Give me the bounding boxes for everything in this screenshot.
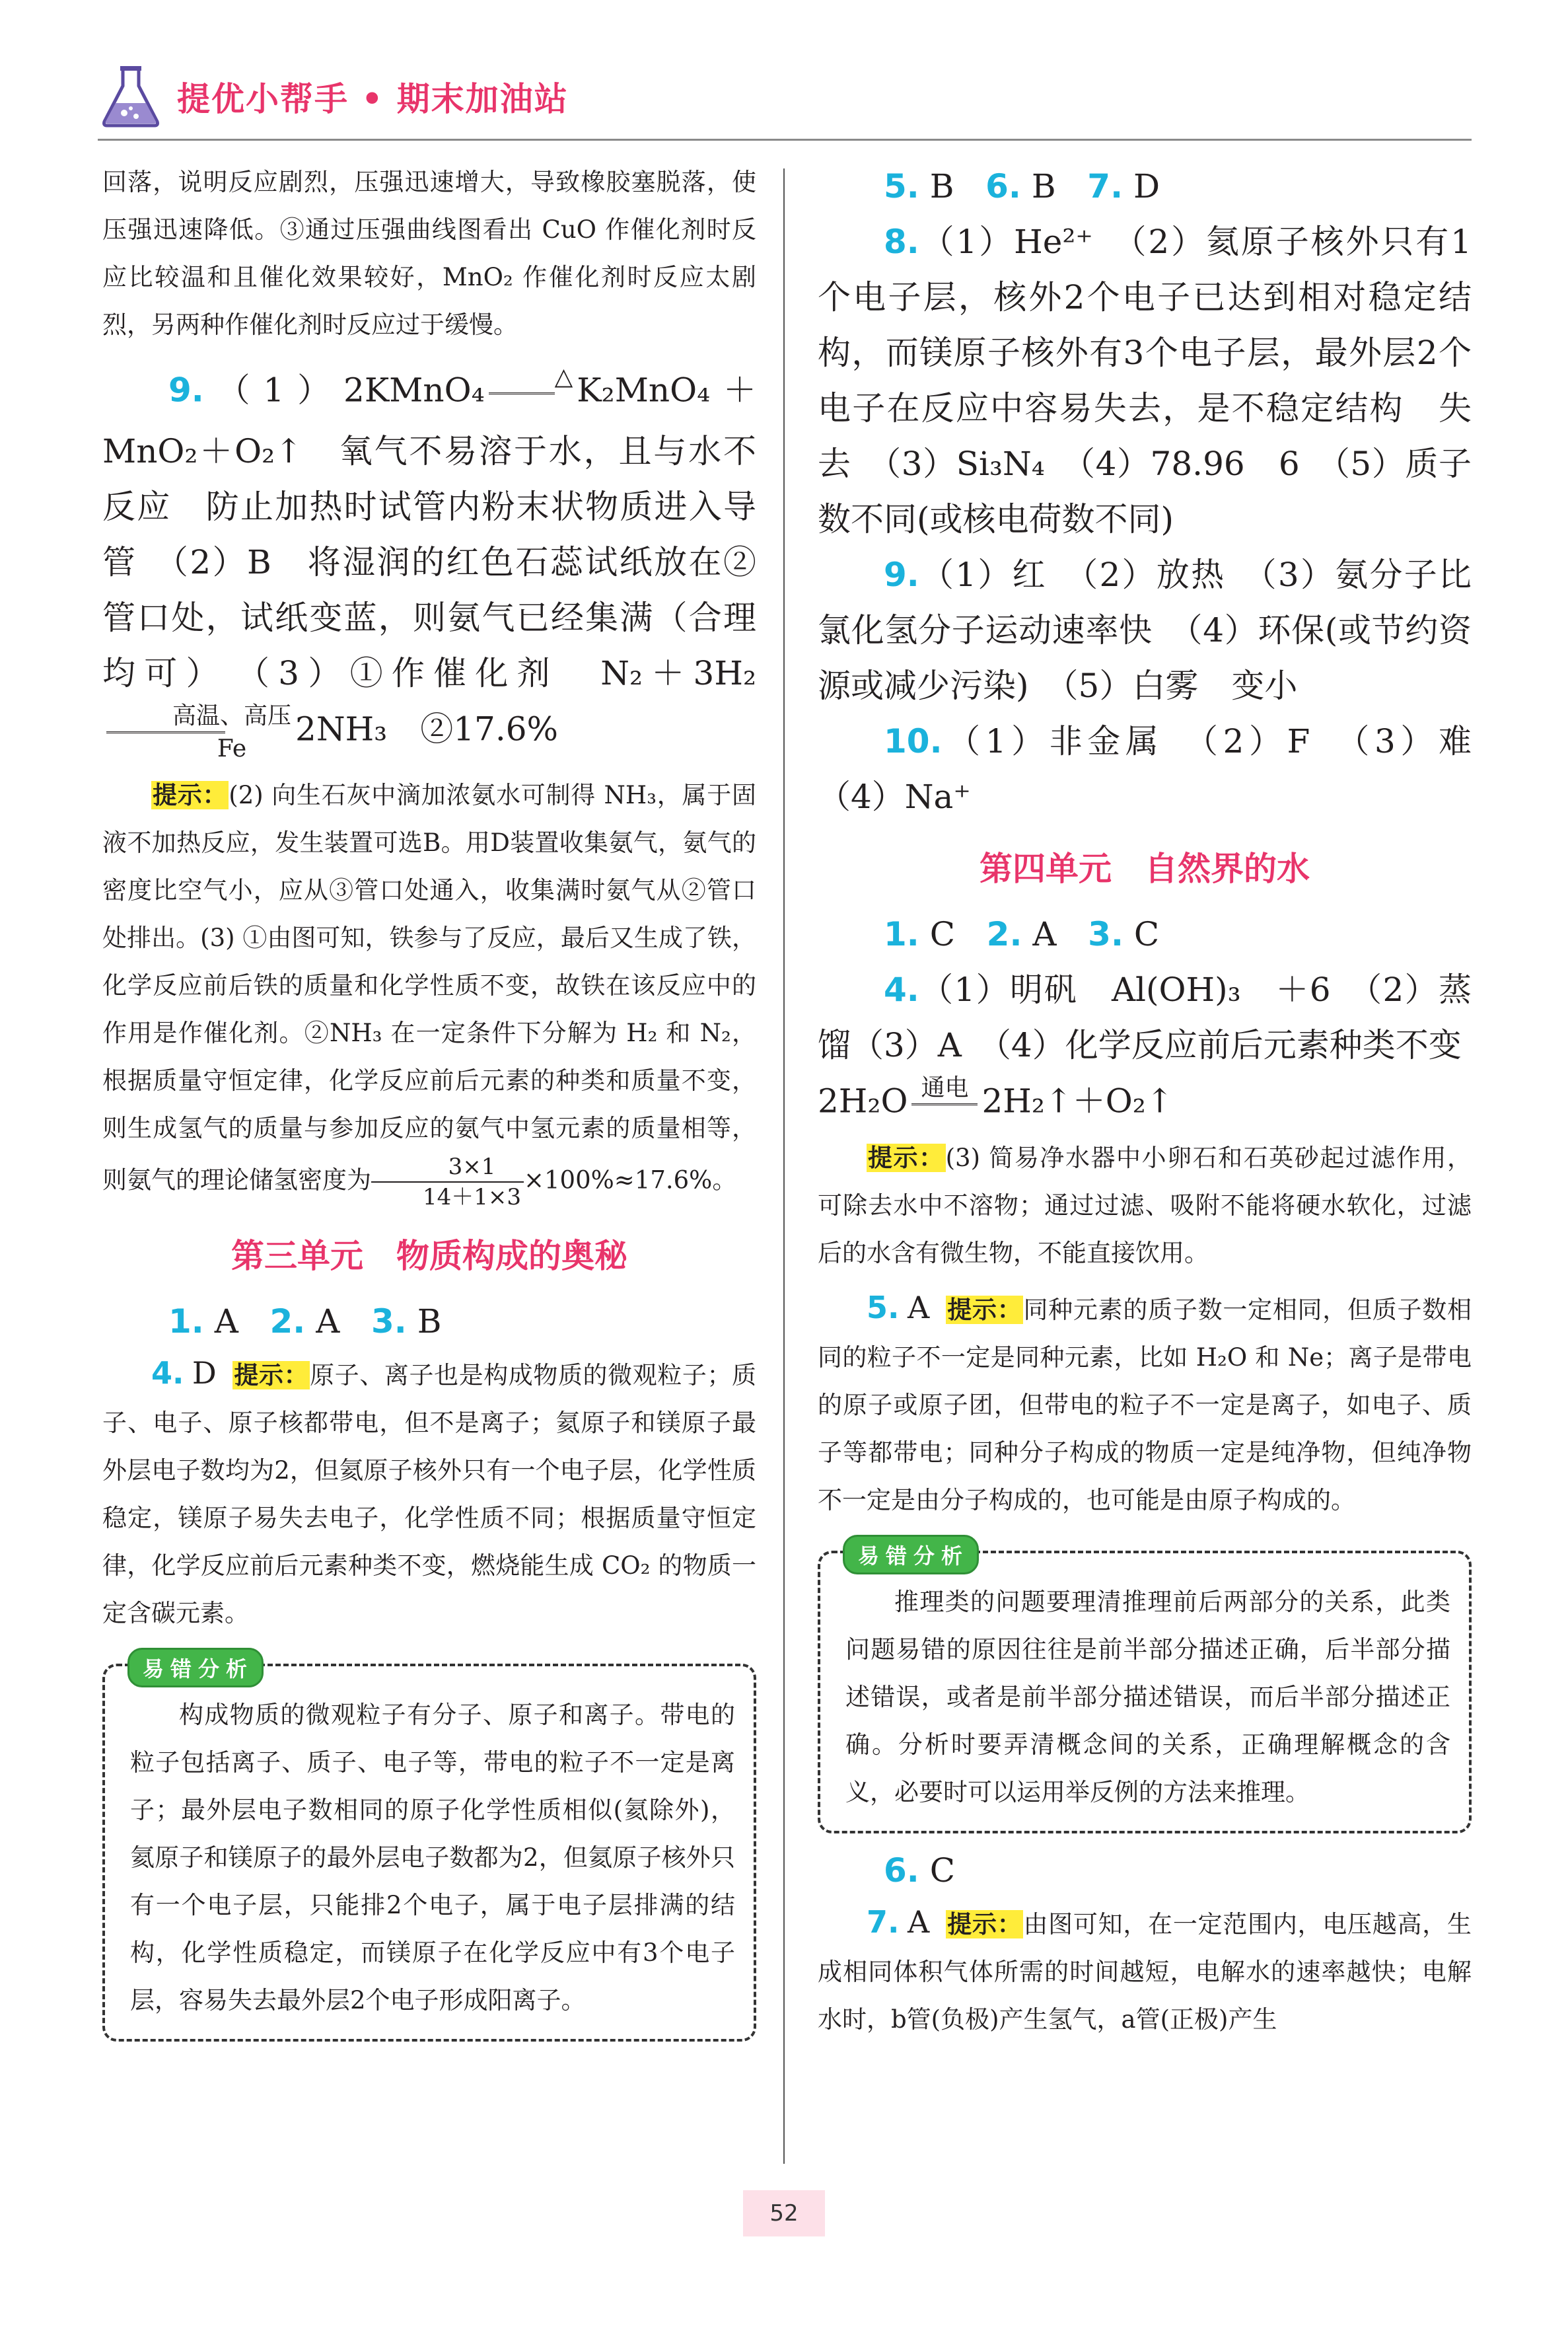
hint-label: 提示：	[868, 1144, 944, 1172]
hint-q9	[102, 772, 756, 1212]
error-analysis-tag: 易错分析	[843, 1535, 979, 1574]
answer: B	[417, 1302, 442, 1341]
q9-part1: （1）2KMnO₄	[203, 371, 485, 410]
answer-text: （1）明矾 Al(OH)₃ ＋6 （2）蒸馏（3）A （4）化学反应前后元素种类不变	[818, 971, 1472, 1064]
answers-5-7	[818, 159, 1472, 214]
answer: C	[1133, 915, 1160, 953]
answer-number: 6.	[985, 167, 1021, 205]
answer: A	[214, 1302, 238, 1341]
answer-text: （1）He²⁺ （2）氦原子核外只有1个电子层，核外2个电子已达到相对稳定结构，而镁原子核外有3个电子层，最外层2个电子在反应中容易失去，是不稳定结构 失去 （3）Si₃N₄ （4）78.96 6 （5）质子数不同(或核电荷数不同)	[818, 223, 1472, 538]
heat-symbol: △	[554, 363, 573, 390]
answer: D	[192, 1355, 217, 1391]
unit3-answers-1-3	[102, 1294, 756, 1349]
answer: C	[929, 915, 955, 953]
condition-bottom: Fe	[217, 735, 247, 762]
hint-label: 提示：	[234, 1361, 309, 1389]
unit4-q4	[818, 962, 1472, 1073]
answer-number: 1.	[884, 915, 919, 953]
q9-number: 9.	[168, 371, 204, 410]
error-analysis-tag: 易错分析	[127, 1648, 264, 1687]
continued-text: 回落，说明反应剧烈，压强迅速增大，导致橡胶塞脱落，使压强迅速降低。③通过压强曲线图看出 CuO 作催化剂时反应比较温和且催化效果较好，MnO₂ 作催化剂时反应太剧烈，另两种作催化剂时反应过于缓慢。	[102, 168, 756, 339]
answer-number: 4.	[151, 1355, 184, 1391]
answer-number: 10.	[884, 722, 943, 760]
error-analysis-box	[818, 1543, 1472, 1833]
answer-number: 3.	[371, 1302, 407, 1341]
equation-right: 2H₂↑＋O₂↑	[981, 1082, 1174, 1121]
right-q9	[818, 547, 1472, 714]
left-q9	[102, 362, 756, 762]
unit4-q7	[818, 1898, 1472, 2044]
answer-number: 4.	[884, 971, 919, 1009]
answer-number: 6.	[884, 1851, 919, 1890]
answer-number: 8.	[884, 223, 919, 261]
answer: C	[929, 1851, 955, 1890]
flask-icon	[98, 63, 164, 129]
answer-number: 9.	[884, 556, 919, 594]
header-title: 提优小帮手 • 期末加油站	[177, 80, 569, 118]
answer-number: 7.	[1087, 167, 1123, 205]
unit4-title: 第四单元 自然界的水	[980, 850, 1310, 888]
page-header	[98, 63, 1472, 143]
q9-part3: 2NH₃ ②17.6%	[295, 710, 559, 749]
header-divider	[98, 139, 1472, 141]
answer-number: 2.	[269, 1302, 306, 1341]
hint-text: 由图可知，在一定范围内，电压越高，生成相同体积气体所需的时间越短，电解水的速率越快；电解水时，b管(负极)产生氢气，a管(正极)产生	[818, 1910, 1472, 2034]
hint-text: 原子、离子也是构成物质的微观粒子；质子、电子、原子核都带电，但不是离子；氦原子和镁原子最外层电子数均为2，但氦原子核外只有一个电子层，化学性质稳定，镁原子易失去电子，化学性质不同；根据质量守恒定律，化学反应前后元素种类不变，燃烧能生成 CO₂ 的物质一定含碳元素。	[102, 1361, 757, 1627]
electrolysis-condition	[911, 1073, 978, 1134]
condition-top: 通电	[921, 1074, 969, 1101]
unit4-q5	[818, 1284, 1472, 1524]
page-number: 52	[743, 2190, 825, 2236]
answer: A	[907, 1290, 930, 1325]
right-q10	[818, 714, 1505, 825]
hint-text: 同种元素的质子数一定相同，但质子数相同的粒子不一定是同种元素，比如 H₂O 和 Ne；离子是带电的原子或原子团，但带电的粒子不一定是离子，如电子、质子等都带电；同种分子构成的物质一定是纯净物，但纯净物不一定是由分子构成的，也可能是由原子构成的。	[818, 1296, 1472, 1514]
equation-left: 2H₂O	[818, 1082, 908, 1121]
answer: D	[1133, 167, 1160, 205]
answer-text: （1）非金属 （2）F （3）难 （4）Na⁺	[818, 722, 1505, 816]
hint-label: 提示：	[153, 781, 228, 809]
error-analysis-text: 推理类的问题要理清推理前后两部分的关系，此类问题易错的原因往往是前半部分描述正确，后半部分描述错误，或者是前半部分描述错误，而后半部分描述正确。分析时要弄清概念间的关系，正确理解概念的含义，必要时可以运用举反例的方法来推理。	[845, 1588, 1450, 1806]
answer-number: 5.	[867, 1290, 900, 1325]
error-analysis-box	[102, 1656, 756, 2042]
hint-label: 提示：	[947, 1910, 1022, 1938]
hint-q4	[818, 1134, 1472, 1277]
fraction-numerator: 3×1	[371, 1152, 524, 1183]
answer: A	[1032, 915, 1057, 953]
unit4-q6	[818, 1843, 1472, 1898]
fraction	[371, 1152, 524, 1212]
answer-number: 2.	[986, 915, 1022, 953]
fraction-denominator: 14＋1×3	[423, 1184, 522, 1210]
condition-top: 高温、高压	[172, 702, 292, 729]
right-q8	[818, 214, 1472, 547]
answer: B	[929, 167, 954, 205]
answer: A	[316, 1302, 340, 1341]
hint-text: (3) 简易净水器中小卵石和石英砂起过滤作用，可除去水中不溶物；通过过滤、吸附不能将硬水软化，过滤后的水含有微生物，不能直接饮用。	[818, 1144, 1472, 1267]
reaction-condition	[106, 701, 291, 762]
answer-number: 7.	[867, 1904, 900, 1940]
answer-number: 1.	[168, 1302, 204, 1341]
unit3-title: 第三单元 物质构成的奥秘	[231, 1237, 627, 1275]
answer-text: （1）红 （2）放热 （3）氨分子比氯化氢分子运动速率快 （4）环保(或节约资源或减少污染) （5）白雾 变小	[818, 556, 1472, 705]
heat-condition	[489, 362, 573, 424]
q9-part2: K₂MnO₄＋MnO₂＋O₂↑ 氧气不易溶于水，且与水不反应 防止加热时试管内粉末状物质进入导管 （2）B 将湿润的红色石蕊试纸放在②管口处，试纸变蓝，则氨气已经集满（合理均可） （3）①作催化剂 N₂＋3H₂	[102, 371, 756, 692]
hint-q9-text: (2) 向生石灰中滴加浓氨水可制得 NH₃，属于固液不加热反应，发生装置可选B。用D装置收集氨气，氨气的密度比空气小，应从③管口处通入，收集满时氨气从②管口处排出。(3) ①由图可知，铁参与了反应，最后又生成了铁，化学反应前后铁的质量和化学性质不变，故铁在该反应中的作用是作催化剂。②NH₃ 在一定条件下分解为 H₂ 和 N₂，根据质量守恒定律，化学反应前后元素的种类和质量不变，则生成氢气的质量与参加反应的氨气中氢元素的质量相等，则氨气的理论储氢密度为	[102, 781, 757, 1195]
error-analysis-text: 构成物质的微观粒子有分子、原子和离子。带电的粒子包括离子、质子、电子等，带电的粒子不一定是离子；最外层电子数相同的原子化学性质相似(氦除外)，氦原子和镁原子的最外层电子数都为2，但氦原子核外只有一个电子层，只能排2个电子，属于电子层排满的结构，化学性质稳定，而镁原子在化学反应中有3个电子层，容易失去最外层2个电子形成阳离子。	[130, 1701, 735, 2014]
hint-label: 提示：	[947, 1296, 1022, 1324]
answer-number: 5.	[884, 167, 919, 205]
left-column	[102, 159, 756, 2042]
right-column	[818, 159, 1505, 2044]
unit3-q4	[102, 1349, 756, 1637]
column-divider	[783, 168, 785, 2164]
hint-q9-tail: ×100%≈17.6%。	[524, 1165, 737, 1195]
answer: A	[907, 1904, 930, 1940]
unit4-answers-1-3	[818, 906, 1472, 962]
answer-number: 3.	[1088, 915, 1123, 953]
electrolysis-equation	[818, 1073, 1472, 1134]
answer: B	[1031, 167, 1056, 205]
